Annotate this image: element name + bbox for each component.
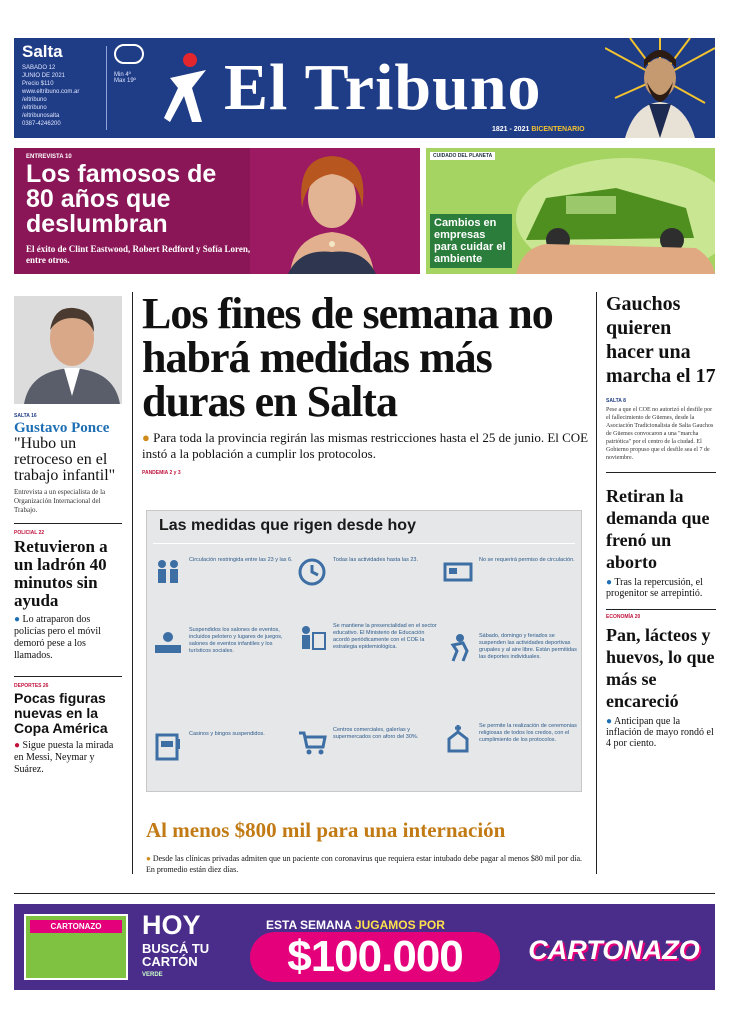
left-divider-2	[14, 676, 122, 677]
edition-info	[22, 64, 104, 128]
weather-max: Max 19º	[114, 78, 136, 84]
left-s1-note: Entrevista a un especialista de la Organización Internacional del Trabajo.	[14, 488, 106, 514]
measure-item-religion	[443, 723, 583, 753]
measure-item-shopping	[297, 727, 437, 757]
right-r1-headline[interactable]: Gauchos quieren hacer una marcha el 17	[606, 293, 716, 387]
right-r2-headline[interactable]: Retiran la demanda que frenó un aborto	[606, 486, 710, 572]
left-s1-tag: SALTA 16	[14, 413, 37, 419]
bullet-icon: ●	[14, 614, 23, 625]
sophia-loren-photo	[250, 148, 420, 274]
right-divider-1	[606, 472, 716, 473]
main-subheadline-text: Para toda la provincia regirán las mismas restricciones hasta el 25 de junio. El COE instó a la población a cumplir los protocolos.	[142, 430, 589, 461]
main-subheadline	[142, 430, 592, 462]
newspaper-brand[interactable]: El Tribuno	[224, 51, 542, 124]
gustavo-ponce-photo	[14, 296, 122, 404]
measures-title-rule	[153, 543, 575, 544]
shopping-cart-icon	[297, 727, 327, 757]
bullet-icon: ●	[146, 854, 153, 863]
party-table-icon	[153, 627, 183, 657]
bicentenario-word: BICENTENARIO	[531, 126, 585, 133]
runner-icon	[443, 633, 473, 663]
cloud-icon	[114, 44, 144, 64]
right-divider-2	[606, 609, 716, 610]
main-headline[interactable]: Los fines de semana no habrá medidas más duras en Salta	[142, 289, 553, 426]
measure-item-education	[297, 623, 437, 653]
runner-logo-icon	[162, 48, 216, 128]
main-column	[142, 289, 592, 476]
bullet-icon: ●	[14, 740, 23, 751]
left-s3-tag: DEPORTES 26	[14, 683, 49, 689]
edition-instagram[interactable]: /eltribunosalta	[22, 113, 60, 119]
promo-right-label[interactable]: Cambios en empresas para cuidar el ambiente	[430, 214, 512, 268]
measure-text-education: Se mantiene la presencialidad en el sector educativo. El Ministerio de Educación acordó periódicamente con el COE la estrategia epidemiológica.	[333, 623, 437, 650]
bicentenario-label	[492, 126, 585, 133]
column-rule-left	[132, 292, 133, 874]
left-s1-name[interactable]: Gustavo Ponce	[14, 420, 110, 436]
right-r3-tag: ECONOMÍA 20	[606, 614, 641, 620]
edition-price: Precio $110	[22, 81, 54, 87]
left-s2-text	[14, 614, 122, 662]
measure-item-permit	[443, 557, 583, 587]
masthead	[14, 38, 715, 138]
measure-text-sports: Sábado, domingo y feriados se suspenden las actividades deportivas grupales y al aire libre. Están permitidas las deportes individuales.	[479, 633, 577, 660]
promo-right-kicker: CUIDADO DEL PLANETA	[430, 152, 495, 160]
church-icon	[443, 723, 473, 753]
right-r3-headline[interactable]: Pan, lácteos y huevos, lo que más se encareció	[606, 625, 715, 711]
right-r1-text: Pese a que el COE no autorizó el desfile por el fallecimiento de Güemes, desde la Asociación Tradicionalista de Salta Gauchos de Güemes convocaron a una "marcha patriótica" por el centro de la ciudad. El Gobierno propuso que el desfile sea el 7 de noviembre.	[606, 407, 714, 461]
guemes-portrait-image	[605, 38, 715, 138]
banner-cartonazo-logo[interactable]: CARTONAZO	[528, 935, 700, 965]
left-s3-text	[14, 740, 122, 776]
measure-text-casinos: Casinos y bingos suspendidos.	[189, 731, 265, 737]
main-section-tag: PANDEMIA 2 y 3	[142, 470, 181, 476]
promo-environment[interactable]	[426, 148, 715, 274]
edition-date-day: SÁBADO 12	[22, 65, 56, 71]
clock-icon	[297, 557, 327, 587]
left-s2-tag: POLICIAL 22	[14, 530, 45, 536]
bullet-icon: ●	[606, 716, 614, 727]
bottom-rule	[14, 893, 715, 894]
promo-famous-80[interactable]	[14, 148, 420, 274]
id-card-icon	[443, 557, 473, 587]
promo-left-subtitle: El éxito de Clint Eastwood, Robert Redford y Sofía Loren, entre otros.	[26, 244, 251, 265]
banner-hoy: HOY	[142, 910, 201, 940]
cartonazo-card-label: CARTONAZO	[30, 920, 122, 933]
left-s2-text-body: Lo atraparon dos policías pero el móvil demoró pese a los llamados.	[14, 614, 101, 661]
measure-item-activities	[297, 557, 437, 587]
cartonazo-card-image	[24, 914, 128, 980]
classroom-icon	[297, 623, 327, 653]
people-walking-icon	[153, 557, 183, 587]
left-s3-text-body: Sigue puesta la mirada en Messi, Neymar y Suárez.	[14, 740, 114, 775]
edition-website[interactable]: www.eltribuno.com.ar	[22, 89, 80, 95]
weather-min: Min 4º	[114, 72, 131, 78]
right-column	[606, 292, 716, 749]
city-name: Salta	[22, 42, 63, 61]
banner-verde: VERDE	[142, 972, 163, 978]
measure-item-casinos	[153, 731, 293, 761]
left-s2-headline[interactable]: Retuvieron a un ladrón 40 minutos sin ayuda	[14, 537, 108, 610]
slot-machine-icon	[153, 731, 183, 761]
secondary-headline[interactable]: Al menos $800 mil para una internación	[146, 818, 506, 842]
right-r3-text	[606, 716, 716, 749]
measure-text-activities: Todas las actividades hasta las 23.	[333, 557, 418, 563]
left-column	[14, 296, 122, 776]
secondary-subheadline-text: Desde las clínicas privadas admiten que un paciente con coronavirus que requiera estar intubado debe pagar al menos $80 mil por día. En promedio están diez días.	[146, 854, 583, 874]
edition-twitter[interactable]: /eltribuno	[22, 105, 47, 111]
edition-facebook[interactable]: /eltribuno	[22, 97, 47, 103]
edition-phone: 0387-4246200	[22, 121, 61, 127]
measure-item-sports	[443, 633, 583, 663]
measure-text-permit: No se requerirá permiso de circulación.	[479, 557, 575, 563]
measures-infographic	[146, 510, 582, 792]
secondary-subheadline	[146, 853, 586, 875]
bullet-icon: ●	[142, 430, 154, 445]
right-r2-text-body: Tras la repercusión, el progenitor se arrepintió.	[606, 577, 703, 599]
promo-left-kicker: ENTREVISTA 10	[26, 154, 72, 160]
right-r1-tag: SALTA 8	[606, 398, 626, 404]
banner-prize: $100.000	[250, 932, 500, 982]
bullet-icon: ●	[606, 577, 615, 588]
left-s1-quote[interactable]: "Hubo un retroceso en el trabajo infantil"	[14, 435, 116, 484]
banner-busca: BUSCÁ TU CARTÓN	[142, 941, 210, 969]
measure-text-religion: Se permite la realización de ceremonias religiosas de todos los credos, con el cumplimiento de los protocolos.	[479, 723, 577, 743]
measures-title: Las medidas que rigen desde hoy	[159, 517, 416, 534]
left-s3-headline[interactable]: Pocas figuras nuevas en la Copa América	[14, 690, 108, 736]
edition-date: JUNIO DE 2021	[22, 73, 66, 79]
left-divider-1	[14, 523, 122, 524]
right-r2-text	[606, 577, 716, 599]
banner-esta-semana	[266, 918, 445, 932]
measure-item-curfew	[153, 557, 293, 587]
banner-esta-2: JUGAMOS POR	[354, 918, 445, 932]
weather-box	[114, 44, 146, 84]
cartonazo-ad-banner[interactable]	[14, 904, 715, 990]
measure-text-events: Suspendidos los salones de eventos, incluidos pelotero y lugares de juegos, salones de eventos infantiles y los turísticos sociales.	[189, 627, 283, 654]
masthead-divider	[106, 46, 107, 130]
measure-text-curfew: Circulación restringida entre las 23 y las 6.	[189, 557, 293, 563]
banner-esta-1: ESTA SEMANA	[266, 918, 352, 932]
measure-text-shopping: Centros comerciales, galerías y supermercados con aforo del 30%.	[333, 727, 419, 740]
column-rule-right	[596, 292, 597, 874]
measure-item-events	[153, 627, 293, 657]
bicentenario-years: 1821 - 2021	[492, 126, 530, 133]
right-r3-text-body: Anticipan que la inflación de mayo rondó el 4 por ciento.	[606, 716, 714, 749]
promo-left-title[interactable]: Los famosos de 80 años que deslumbran	[26, 160, 217, 238]
